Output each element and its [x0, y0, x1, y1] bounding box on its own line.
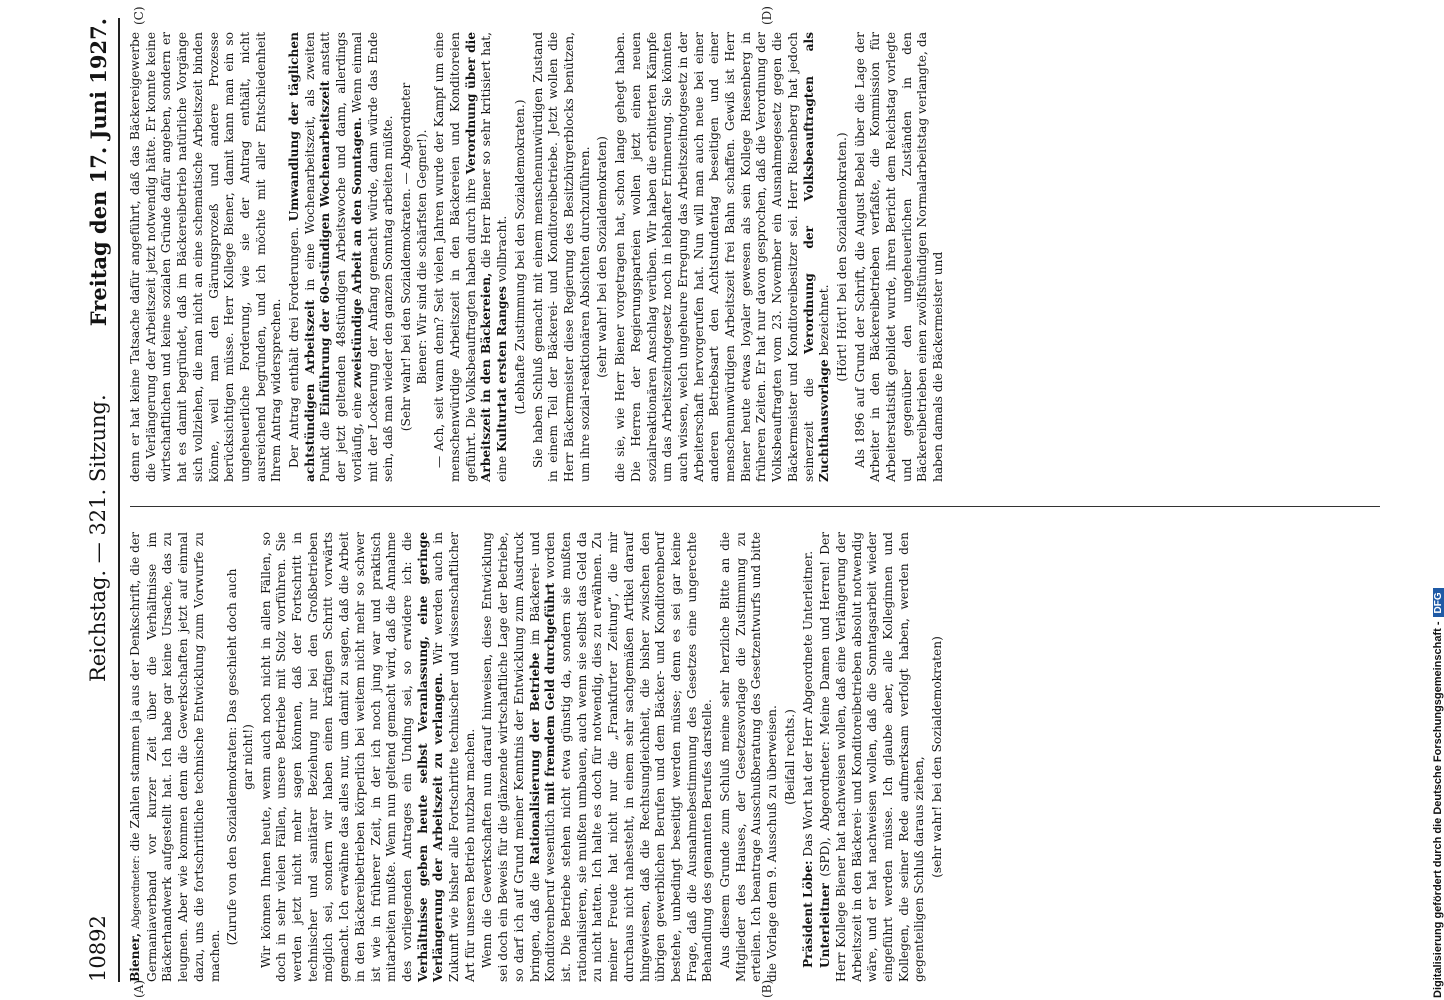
interjection: (Lebhafte Zustimmung bei den Sozialdemokraten.) — [512, 99, 527, 415]
interjection: (sehr wahr! bei den Sozialdemokraten) — [930, 636, 945, 878]
paragraph: die sie, wie Herr Biener vorgetragen hat, schon lange gehegt haben. Die Herren der Regierungsparteien wollen jetzt einen neuen sozialreaktionären Anschlag verüben. Wir haben die erbitterten Kämpfe um das Arbeitszeitnotgesetz noch in lebhafter Erinnerung. Sie könnten auch wissen, welch ungeheure Erregung das Arbeitszeitnotgesetz in der Arbeiterschaft hervorgerufen hat. Nun will man auch neue bei einer anderen Betriebsart den Achtstundentag beseitigen und einer menschenunwürdigen Arbeitszeit frei Bahn schaffen. Gewiß ist Herr Biener heute etwas loyaler gewesen als sein Kollege Riesenberg in früheren Zeiten. Er hat nur davon gesprochen, daß die Verordnung der Volksbeauftragten vom 23. November ein Ausnahmegesetz gegen die Bäckermeister und Konditoreibesitzer sei. Herr Riesenberg hat jedoch seinerzeit die Verordnung der Volksbeauftragten als Zuchthausvorlage bezeichnet. — [613, 31, 832, 482]
session-title: Reichstag. — 321. Sitzung. — [86, 394, 110, 682]
paragraph: Der Antrag enthält drei Forderungen. Umwandlung der täglichen achtstündigen Arbeitszeit in eine Wochenarbeitszeit, als zweiten Punkt die Einführung der 60-stündigen Wochenarbeitszeit anstatt der jetzt geltenden 48stündigen Arbeitswoche und dann, allerdings vorläufig, eine zweistündige Arbeit an den Sonntagen. Wenn einmal mit der Lockerung der Anfang gemacht würde, dann würde das Ende sein, daß man wieder den ganzen Sonntag arbeiten müßte. — [287, 31, 396, 482]
margin-letter-b: (B) — [760, 979, 774, 998]
interjection: (Beifall rechts.) — [782, 709, 797, 805]
speaker-role: Abgeordneter: — [131, 855, 142, 929]
paragraph: Präsident Löbe: Das Wort hat der Herr Abgeordnete Unterleitner. — [800, 550, 815, 968]
left-column — [128, 532, 948, 982]
paragraph: Wenn die Gewerkschaften nun darauf hinweisen, diese Entwicklung sei doch ein Beweis für die glänzende wirtschaftliche Lage der Betriebe, so darf ich auf Grund meiner Kenntnis der Entwicklung zum Ausdruck bringen, daß die Rationalisierung der Betriebe im Bäckerei- und Konditorenberuf wesentlich mit fremdem Geld durchgeführt worden ist. Die Betriebe stehen nicht etwa günstig da, sondern sie mußten rationalisieren, sie mußten umbauen, auch wenn sie selbst das Geld da zu nicht hatten. Ich halte es doch für notwendig, dies zu erwähnen. Zu meiner Freude hat nicht nur die „Frankfurter Zeitung“, die mir durchaus nicht nahesteht, in einem sehr sachgemäßen Artikel darauf hingewiesen, daß die Rechtsungleichheit, die bisher zwischen den übrigen gewerblichen Berufen und dem Bäcker- und Konditorenberuf bestehe, unbedingt beseitigt werden müsse; denn es sei gar keine Frage, daß die Ausnahmebestimmung des Gesetzes eine ungerechte Behandlung des genannten Berufes darstelle. — [480, 531, 715, 982]
watermark-text: Digitalisierung gefördert durch die Deutsche Forschungsgemeinschaft - — [1432, 621, 1444, 998]
dfg-logo: DFG — [1433, 588, 1444, 617]
paragraph: Sie haben Schluß gemacht mit einem menschenunwürdigen Zustand in einem Teil der Bäckerei- und Konditoreibetriebe. Jetzt wollen die Herr Bäckermeister diese Regierung des Besitzbürgerblocks benützen, um ihre sozial-reaktionären Absichten durchzuführen. — [530, 32, 592, 482]
interjection: (Zurufe von den Sozialdemokraten: Das geschieht doch auch gar nicht!) — [225, 568, 255, 946]
page-number: 10892 — [86, 915, 110, 982]
speaker-name: Unterleitner — [818, 883, 833, 968]
paragraph: Unterleitner (SPD), Abgeordneter: Meine Damen und Herren! Der Herr Kollege Biener hat nachweisen wollen, daß eine Verlängerung der Arbeitszeit in den Bäckerei- und Konditoreibetrieben absolut notwendig wäre, und er hat nachweisen wollen, daß die Sonntagsarbeit wieder eingeführt werden müsse. Ich glaube aber, alle Kolleginnen und Kollegen, die seiner Rede aufmerksam verfolgt haben, werden den gegenteiligen Schluß daraus ziehen, — [818, 532, 927, 982]
right-column — [128, 32, 949, 482]
dfg-watermark — [1412, 8, 1444, 998]
paragraph: — Ach, seit wann denn? Seit vielen Jahren wurde der Kampf um eine menschenwürdige Arbeitszeit in den Bäckereien und Konditoreien geführt. Die Volksbeauftragten haben durch ihre Verordnung über die Arbeitszeit in den Bäckereien, die Herr Biener so sehr kritisiert hat, eine Kulturtat ersten Ranges vollbracht. — [432, 31, 510, 482]
interjection: (Sehr wahr! bei den Sozialdemokraten. — Abgeordneter Biener: Wir sind die schärfsten Gegner!). — [398, 82, 429, 432]
speaker-name: Biener, — [128, 932, 142, 982]
interjection: (Hört! Hört! bei den Sozialdemokraten.) — [834, 132, 849, 382]
session-date: Freitag den 17. Juni 1927. — [86, 18, 111, 327]
margin-letter-c: (C) — [132, 6, 146, 25]
page-header — [84, 18, 120, 982]
paragraph: Wir können Ihnen heute, wenn auch noch nicht in allen Fällen, so doch in sehr vielen Fällen, unsere Betriebe mit Stolz vorführen. Sie werden jetzt nicht mehr sagen können, daß der Fortschritt in technischer und sanitärer Beziehung nur bei den Großbetrieben möglich sei, sondern wir haben einen kräftigen Schritt vorwärts gemacht. Ich erwähne das alles nur, um damit zu sagen, daß die Arbeit in den Bäckereibetrieben körperlich bei weitem nicht mehr so schwer ist wie in früherer Zeit, in der ich noch jung war und praktisch mitarbeiten mußte. Wenn nun geltend gemacht wird, daß die Annahme des vorliegenden Antrages ein Unding sei, so erwidere ich: die Verhältnisse geben heute selbst Veranlassung, eine geringe Verlängerung der Arbeitszeit zu verlangen. Wir werden auch in Zukunft wie bisher alle Fortschritte technischer und wissenschaftlicher Art für unseren Betrieb nutzbar machen. — [258, 531, 477, 982]
column-divider — [130, 506, 1380, 507]
interjection: (sehr wahr! bei den Sozialdemokraten) — [595, 136, 610, 378]
paragraph: Als 1896 auf Grund der Schrift, die August Bebel über die Lage der Arbeiter in den Bäckereibetrieben verfaßte, die Kommission für Arbeiterstatistik gebildet wurde, ihren Bericht dem Reichstag vorlegte und gegenüber den ungeheuerlichen Zuständen in den Bäckereibetrieben einen zwölfstündigen Normalarbeitstag verlangte, da haben damals die Bäckermeister und — [852, 32, 946, 482]
margin-letter-d: (D) — [760, 6, 774, 25]
margin-letter-a: (A) — [132, 979, 146, 998]
paragraph: Biener, Abgeordneter: die Zahlen stammen ja aus der Denkschrift, die der Germaniaverband vor kurzer Zeit über die Verhältnisse im Bäckerhandwerk aufgestellt hat. Ich habe gar keine Ursache, das zu leugnen. Aber wie kommen denn die Gewerkschaften jetzt auf einmal dazu, uns die fortschrittliche technische Entwicklung zum Vorwurfe zu machen. — [128, 531, 222, 982]
document-page — [70, 0, 1400, 1000]
paragraph: Aus diesem Grunde zum Schluß meine sehr herzliche Bitte an die Mitglieder des Hauses, der Gesetzesvorlage die Zustimmung zu erteilen. Ich beantrage Ausschußberatung des Gesetzentwurfs und bitte die Vorlage dem 9. Ausschuß zu überweisen. — [718, 532, 780, 982]
paragraph: denn er hat keine Tatsache dafür angeführt, daß das Bäckereigewerbe die Verlängerung der Arbeitszeit jetzt notwendig hätte. Er konnte keine wirtschaftlichen und keine sozialen Gründe dafür angeben, sondern er hat es damit begründet, daß im Bäckereibetrieb natürliche Vorgänge sich vollziehen, die man nicht an eine schematische Arbeitszeit binden könne, weil man den Gärungsprozeß und andere Prozesse berücksichtigen müsse. Herr Kollege Biener, damit kann man ein so ungeheuerliche Forderung, wie sie der Antrag enthält, nicht ausreichend begründen, und ich möchte mit aller Entschiedenheit Ihrem Antrag widersprechen. — [128, 32, 284, 482]
speaker-name: Präsident Löbe: — [800, 860, 815, 968]
